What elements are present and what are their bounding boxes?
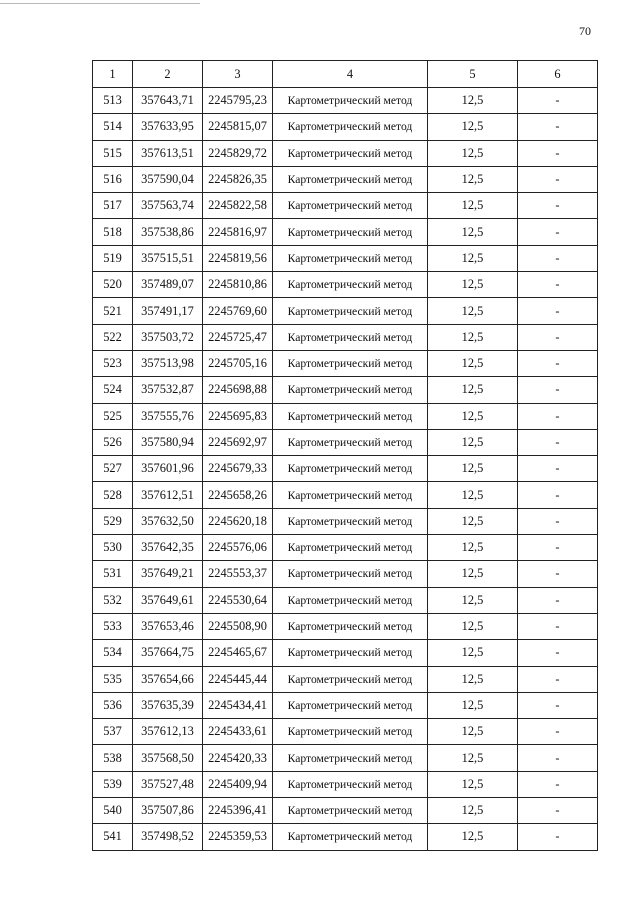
method-cell: Картометрический метод [273,508,428,534]
method-cell: Картометрический метод [273,403,428,429]
accuracy-cell: 12,5 [428,298,518,324]
accuracy-cell: 12,5 [428,745,518,771]
accuracy-cell: 12,5 [428,350,518,376]
point-number-cell: 513 [93,88,133,114]
table-row [93,587,598,613]
point-number-cell: 541 [93,824,133,850]
point-number-cell: 518 [93,219,133,245]
x-coordinate-cell: 357649,21 [133,561,203,587]
point-number-cell: 533 [93,613,133,639]
accuracy-cell: 12,5 [428,272,518,298]
y-coordinate-cell: 2245725,47 [203,324,273,350]
y-coordinate-cell: 2245530,64 [203,587,273,613]
note-cell: - [518,771,598,797]
x-coordinate-cell: 357489,07 [133,272,203,298]
table-row [93,88,598,114]
y-coordinate-cell: 2245815,07 [203,114,273,140]
method-cell: Картометрический метод [273,613,428,639]
note-cell: - [518,535,598,561]
note-cell: - [518,193,598,219]
accuracy-cell: 12,5 [428,193,518,219]
method-cell: Картометрический метод [273,140,428,166]
table-row [93,666,598,692]
x-coordinate-cell: 357568,50 [133,745,203,771]
table-row [93,350,598,376]
accuracy-cell: 12,5 [428,166,518,192]
accuracy-cell: 12,5 [428,771,518,797]
note-cell: - [518,692,598,718]
x-coordinate-cell: 357653,46 [133,613,203,639]
y-coordinate-cell: 2245620,18 [203,508,273,534]
x-coordinate-cell: 357515,51 [133,245,203,271]
method-cell: Картометрический метод [273,535,428,561]
note-cell: - [518,219,598,245]
point-number-cell: 530 [93,535,133,561]
table-row [93,193,598,219]
method-cell: Картометрический метод [273,193,428,219]
table-body [93,88,598,851]
x-coordinate-cell: 357632,50 [133,508,203,534]
point-number-cell: 523 [93,350,133,376]
accuracy-cell: 12,5 [428,613,518,639]
point-number-cell: 517 [93,193,133,219]
method-cell: Картометрический метод [273,824,428,850]
table-row [93,824,598,850]
y-coordinate-cell: 2245829,72 [203,140,273,166]
method-cell: Картометрический метод [273,245,428,271]
column-header: 5 [428,61,518,88]
method-cell: Картометрический метод [273,324,428,350]
table-row [93,245,598,271]
method-cell: Картометрический метод [273,771,428,797]
point-number-cell: 537 [93,719,133,745]
table-row [93,535,598,561]
note-cell: - [518,798,598,824]
x-coordinate-cell: 357563,74 [133,193,203,219]
y-coordinate-cell: 2245810,86 [203,272,273,298]
note-cell: - [518,640,598,666]
y-coordinate-cell: 2245679,33 [203,456,273,482]
method-cell: Картометрический метод [273,272,428,298]
y-coordinate-cell: 2245692,97 [203,429,273,455]
accuracy-cell: 12,5 [428,403,518,429]
coordinates-table [92,60,598,851]
table-row [93,166,598,192]
note-cell: - [518,824,598,850]
x-coordinate-cell: 357498,52 [133,824,203,850]
accuracy-cell: 12,5 [428,219,518,245]
column-header: 1 [93,61,133,88]
x-coordinate-cell: 357503,72 [133,324,203,350]
table-row [93,377,598,403]
note-cell: - [518,666,598,692]
table-row [93,272,598,298]
note-cell: - [518,613,598,639]
y-coordinate-cell: 2245705,16 [203,350,273,376]
note-cell: - [518,719,598,745]
accuracy-cell: 12,5 [428,719,518,745]
method-cell: Картометрический метод [273,719,428,745]
point-number-cell: 540 [93,798,133,824]
method-cell: Картометрический метод [273,166,428,192]
method-cell: Картометрический метод [273,456,428,482]
table-row [93,298,598,324]
y-coordinate-cell: 2245658,26 [203,482,273,508]
method-cell: Картометрический метод [273,587,428,613]
point-number-cell: 515 [93,140,133,166]
method-cell: Картометрический метод [273,429,428,455]
note-cell: - [518,456,598,482]
x-coordinate-cell: 357513,98 [133,350,203,376]
column-header: 4 [273,61,428,88]
accuracy-cell: 12,5 [428,692,518,718]
note-cell: - [518,377,598,403]
y-coordinate-cell: 2245695,83 [203,403,273,429]
point-number-cell: 535 [93,666,133,692]
note-cell: - [518,272,598,298]
point-number-cell: 526 [93,429,133,455]
y-coordinate-cell: 2245465,67 [203,640,273,666]
x-coordinate-cell: 357613,51 [133,140,203,166]
x-coordinate-cell: 357642,35 [133,535,203,561]
note-cell: - [518,114,598,140]
x-coordinate-cell: 357664,75 [133,640,203,666]
table-row [93,219,598,245]
method-cell: Картометрический метод [273,561,428,587]
x-coordinate-cell: 357654,66 [133,666,203,692]
y-coordinate-cell: 2245826,35 [203,166,273,192]
table-row [93,324,598,350]
note-cell: - [518,508,598,534]
table-row [93,561,598,587]
accuracy-cell: 12,5 [428,482,518,508]
y-coordinate-cell: 2245409,94 [203,771,273,797]
y-coordinate-cell: 2245434,41 [203,692,273,718]
x-coordinate-cell: 357555,76 [133,403,203,429]
x-coordinate-cell: 357538,86 [133,219,203,245]
page-number: 70 [579,24,591,38]
x-coordinate-cell: 357580,94 [133,429,203,455]
accuracy-cell: 12,5 [428,640,518,666]
note-cell: - [518,140,598,166]
accuracy-cell: 12,5 [428,429,518,455]
y-coordinate-cell: 2245396,41 [203,798,273,824]
accuracy-cell: 12,5 [428,140,518,166]
accuracy-cell: 12,5 [428,324,518,350]
x-coordinate-cell: 357527,48 [133,771,203,797]
note-cell: - [518,403,598,429]
note-cell: - [518,166,598,192]
note-cell: - [518,587,598,613]
table-row [93,403,598,429]
x-coordinate-cell: 357649,61 [133,587,203,613]
method-cell: Картометрический метод [273,219,428,245]
y-coordinate-cell: 2245445,44 [203,666,273,692]
table-row [93,745,598,771]
y-coordinate-cell: 2245819,56 [203,245,273,271]
method-cell: Картометрический метод [273,640,428,666]
point-number-cell: 528 [93,482,133,508]
y-coordinate-cell: 2245576,06 [203,535,273,561]
x-coordinate-cell: 357491,17 [133,298,203,324]
method-cell: Картометрический метод [273,88,428,114]
accuracy-cell: 12,5 [428,666,518,692]
x-coordinate-cell: 357507,86 [133,798,203,824]
note-cell: - [518,324,598,350]
y-coordinate-cell: 2245433,61 [203,719,273,745]
table-row [93,429,598,455]
method-cell: Картометрический метод [273,692,428,718]
y-coordinate-cell: 2245769,60 [203,298,273,324]
x-coordinate-cell: 357635,39 [133,692,203,718]
table-row [93,140,598,166]
point-number-cell: 519 [93,245,133,271]
method-cell: Картометрический метод [273,377,428,403]
y-coordinate-cell: 2245359,53 [203,824,273,850]
table-row [93,508,598,534]
point-number-cell: 532 [93,587,133,613]
note-cell: - [518,88,598,114]
point-number-cell: 514 [93,114,133,140]
point-number-cell: 531 [93,561,133,587]
table-row [93,692,598,718]
note-cell: - [518,245,598,271]
x-coordinate-cell: 357643,71 [133,88,203,114]
method-cell: Картометрический метод [273,298,428,324]
y-coordinate-cell: 2245795,23 [203,88,273,114]
table-row [93,482,598,508]
table-row [93,613,598,639]
x-coordinate-cell: 357633,95 [133,114,203,140]
x-coordinate-cell: 357590,04 [133,166,203,192]
column-header: 2 [133,61,203,88]
accuracy-cell: 12,5 [428,508,518,534]
accuracy-cell: 12,5 [428,561,518,587]
note-cell: - [518,429,598,455]
table-header-row [93,61,598,88]
point-number-cell: 521 [93,298,133,324]
column-header: 3 [203,61,273,88]
note-cell: - [518,745,598,771]
table-row [93,114,598,140]
y-coordinate-cell: 2245420,33 [203,745,273,771]
x-coordinate-cell: 357601,96 [133,456,203,482]
table-row [93,456,598,482]
point-number-cell: 522 [93,324,133,350]
accuracy-cell: 12,5 [428,377,518,403]
column-header: 6 [518,61,598,88]
point-number-cell: 538 [93,745,133,771]
point-number-cell: 524 [93,377,133,403]
method-cell: Картометрический метод [273,482,428,508]
accuracy-cell: 12,5 [428,456,518,482]
point-number-cell: 534 [93,640,133,666]
accuracy-cell: 12,5 [428,824,518,850]
method-cell: Картометрический метод [273,798,428,824]
table-row [93,640,598,666]
accuracy-cell: 12,5 [428,535,518,561]
point-number-cell: 527 [93,456,133,482]
note-cell: - [518,561,598,587]
point-number-cell: 525 [93,403,133,429]
y-coordinate-cell: 2245698,88 [203,377,273,403]
x-coordinate-cell: 357612,51 [133,482,203,508]
point-number-cell: 536 [93,692,133,718]
method-cell: Картометрический метод [273,114,428,140]
point-number-cell: 529 [93,508,133,534]
accuracy-cell: 12,5 [428,798,518,824]
y-coordinate-cell: 2245822,58 [203,193,273,219]
y-coordinate-cell: 2245508,90 [203,613,273,639]
y-coordinate-cell: 2245553,37 [203,561,273,587]
method-cell: Картометрический метод [273,350,428,376]
table-row [93,771,598,797]
method-cell: Картометрический метод [273,666,428,692]
accuracy-cell: 12,5 [428,88,518,114]
accuracy-cell: 12,5 [428,114,518,140]
x-coordinate-cell: 357532,87 [133,377,203,403]
point-number-cell: 516 [93,166,133,192]
table-row [93,798,598,824]
note-cell: - [518,350,598,376]
method-cell: Картометрический метод [273,745,428,771]
point-number-cell: 520 [93,272,133,298]
accuracy-cell: 12,5 [428,245,518,271]
table-row [93,719,598,745]
point-number-cell: 539 [93,771,133,797]
top-divider-line [0,3,200,4]
accuracy-cell: 12,5 [428,587,518,613]
x-coordinate-cell: 357612,13 [133,719,203,745]
note-cell: - [518,298,598,324]
y-coordinate-cell: 2245816,97 [203,219,273,245]
note-cell: - [518,482,598,508]
